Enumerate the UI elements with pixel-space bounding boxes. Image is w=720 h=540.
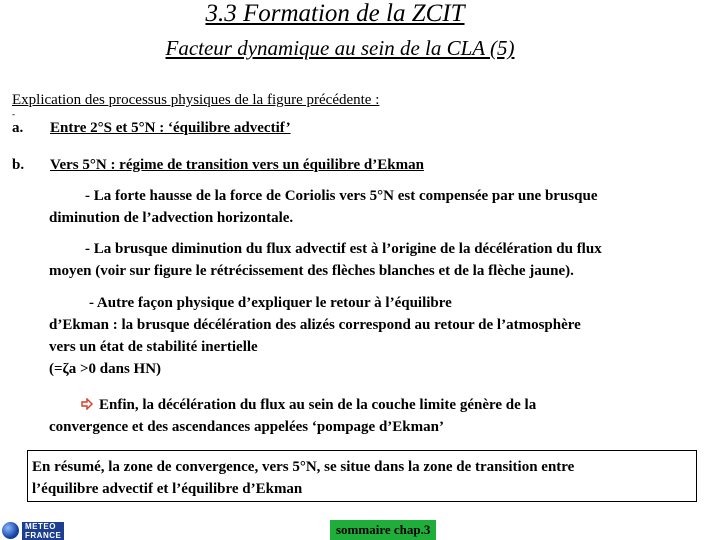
- paragraph-line: diminution de l’advection horizontale.: [49, 210, 294, 226]
- item-a-letter: a.: [12, 120, 24, 136]
- conclusion-line: convergence et des ascendances appelées ‘pompage d’Ekman’: [49, 419, 444, 435]
- summary-line: En résumé, la zone de convergence, vers 5°N, se situe dans la zone de transition entre: [32, 459, 575, 475]
- summary-line: l’équilibre advectif et l’équilibre d’Ekman: [32, 481, 303, 497]
- paragraph-line: vers un état de stabilité inertielle: [49, 339, 258, 355]
- paragraph-line: d’Ekman : la brusque décélération des alizés correspond au retour de l’atmosphère: [49, 317, 581, 333]
- meteo-france-logo: [2, 521, 68, 540]
- conclusion-line: [49, 394, 709, 416]
- item-b-letter: b.: [12, 157, 25, 173]
- decorative-dot: -: [12, 109, 15, 119]
- paragraph-line: - La brusque diminution du flux advectif est à l’origine de la décélération du flux: [85, 241, 602, 257]
- sommaire-button[interactable]: sommaire chap.3: [330, 520, 436, 540]
- paragraph-conclusion: [49, 394, 709, 438]
- logo-text: METEO FRANCE: [22, 522, 64, 540]
- paragraph-ekman: [49, 292, 709, 380]
- paragraph-coriolis: [49, 185, 709, 229]
- summary-box: [27, 450, 697, 502]
- paragraph-line: - La forte hausse de la force de Coriolis vers 5°N est compensée par une brusque: [85, 188, 598, 204]
- paragraph-line: moyen (voir sur figure le rétrécissement des flèches blanches et de la flèche jaune).: [49, 263, 574, 279]
- item-b-text: Vers 5°N : régime de transition vers un équilibre d’Ekman: [50, 157, 424, 173]
- page-title: 3.3 Formation de la ZCIT: [205, 0, 465, 27]
- globe-icon: [2, 522, 19, 539]
- right-arrow-icon: [81, 394, 99, 416]
- intro-text: Explication des processus physiques de la figure précédente :: [12, 92, 380, 108]
- paragraph-line: (=ζa >0 dans HN): [49, 361, 162, 377]
- paragraph-line: - Autre façon physique d’expliquer le retour à l’équilibre: [89, 295, 452, 311]
- page-subtitle: Facteur dynamique au sein de la CLA (5): [165, 36, 515, 60]
- item-a-text: Entre 2°S et 5°N : ‘équilibre advectif’: [50, 120, 291, 136]
- paragraph-flux: [49, 238, 709, 282]
- conclusion-text: Enfin, la décélération du flux au sein de la couche limite génère de la: [99, 397, 537, 413]
